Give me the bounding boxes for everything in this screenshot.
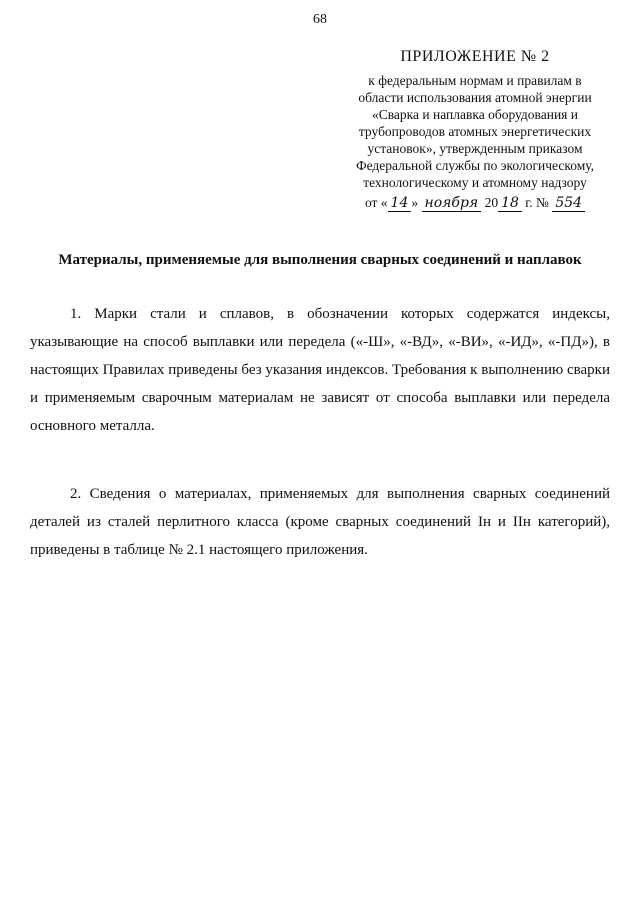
approval-number: 554 — [552, 195, 585, 212]
appendix-line: к федеральным нормам и правилам в — [368, 73, 582, 88]
section-heading: Материалы, применяемые для выполнения сварных соединений и наплавок — [58, 252, 582, 268]
paragraph-2 — [30, 480, 610, 564]
appendix-line: области использования атомной энергии — [358, 90, 592, 105]
appendix-line: технологическому и атомному надзору — [363, 175, 587, 190]
appendix-block — [330, 48, 620, 213]
appendix-line: трубопроводов атомных энергетических — [358, 124, 592, 139]
appendix-line: «Сварка и наплавка оборудования и — [371, 107, 578, 122]
appendix-line: Федеральной службы по экологическому, — [355, 158, 595, 173]
approval-prefix: от « — [364, 195, 388, 210]
appendix-title: ПРИЛОЖЕНИЕ № 2 — [400, 48, 550, 65]
approval-month: ноября — [422, 195, 482, 212]
approval-mid: » — [411, 195, 422, 210]
paragraph-text: 2. Сведения о материалах, применяемых для выполнения сварных соединений деталей из сталей перлитного класса (кроме сварных соединений Iн и IIн категорий), приведены в таблице № 2.1 настоящего приложения. — [30, 486, 610, 558]
paragraph-text: 1. Марки стали и сплавов, в обозначении которых содержатся индексы, указывающие на способ выплавки или передела («-Ш», «-ВД», «-ВИ», «-ИД», «-ПД»), в настоящих Правилах приведены без указания индексов. Требования к выполнению сварки и применяемым сварочным материалам не зависят от способа выплавки или передела основного металла. — [30, 306, 610, 434]
page-number: 68 — [313, 12, 327, 27]
approval-year: 18 — [498, 195, 522, 212]
appendix-line: установок», утвержденным приказом — [367, 141, 583, 156]
approval-day: 14 — [388, 195, 412, 212]
approval-year-suffix: г. № — [521, 195, 553, 210]
approval-line — [330, 193, 620, 213]
approval-year-prefix: 20 — [481, 195, 499, 210]
paragraph-1 — [30, 300, 610, 440]
